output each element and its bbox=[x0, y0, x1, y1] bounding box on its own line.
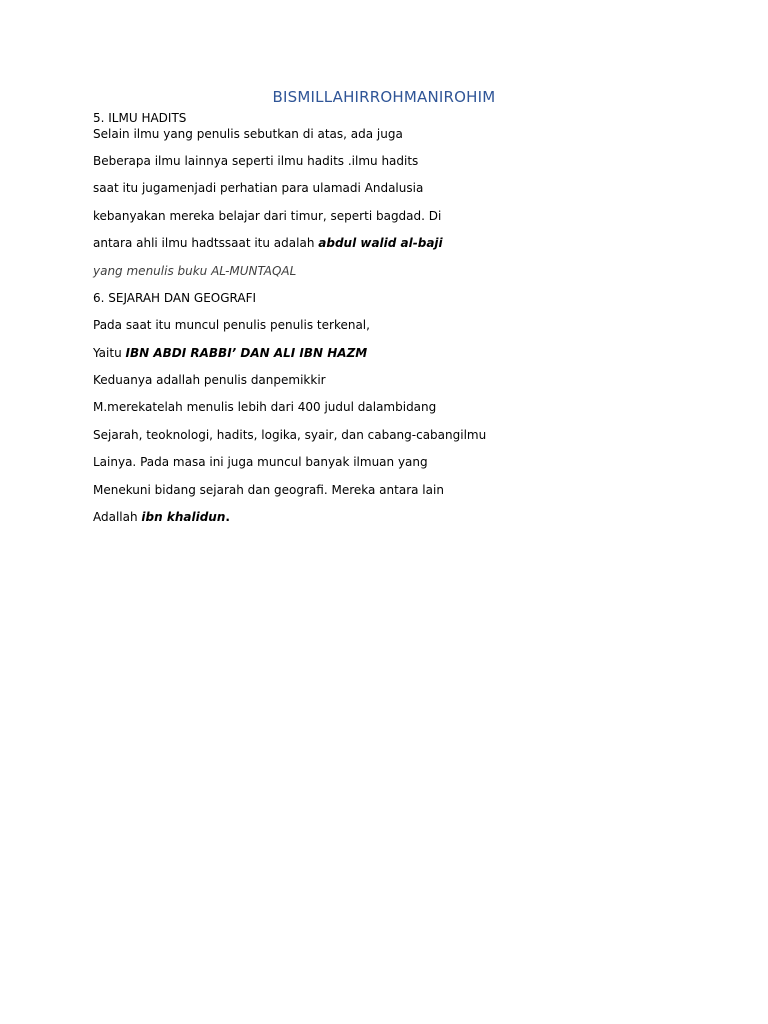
paragraph-line bbox=[93, 510, 230, 524]
line-text: Yaitu bbox=[93, 346, 126, 360]
paragraph-line: Lainya. Pada masa ini juga muncul banyak ilmuan yang bbox=[93, 455, 428, 469]
line-punctuation: . bbox=[225, 510, 230, 524]
line-text: antara ahli ilmu hadtssaat itu adalah bbox=[93, 236, 319, 250]
paragraph-line: Pada saat itu muncul penulis penulis terkenal, bbox=[93, 318, 370, 332]
emphasized-name: abdul walid al-baji bbox=[318, 236, 443, 250]
section-6-heading: 6. SEJARAH DAN GEOGRAFI bbox=[93, 291, 257, 305]
paragraph-line: Keduanya adallah penulis danpemikkir bbox=[93, 373, 326, 387]
paragraph-line: M.merekatelah menulis lebih dari 400 judul dalambidang bbox=[93, 400, 437, 414]
emphasized-name: ibn khalidun bbox=[141, 510, 226, 524]
paragraph-line: saat itu jugamenjadi perhatian para ulamadi Andalusia bbox=[93, 181, 424, 195]
paragraph-line: Menekuni bidang sejarah dan geografi. Mereka antara lain bbox=[93, 483, 444, 497]
document-title: BISMILLAHIRROHMANIROHIM bbox=[272, 88, 496, 106]
emphasized-name: IBN ABDI RABBI’ DAN ALI IBN HAZM bbox=[125, 346, 368, 360]
paragraph-line bbox=[93, 346, 367, 360]
paragraph-line: Selain ilmu yang penulis sebutkan di atas, ada juga bbox=[93, 127, 403, 141]
section-5-heading: 5. ILMU HADITS bbox=[93, 111, 187, 125]
paragraph-line: Beberapa ilmu lainnya seperti ilmu hadits .ilmu hadits bbox=[93, 154, 419, 168]
line-text: Adallah bbox=[93, 510, 142, 524]
paragraph-line bbox=[93, 236, 443, 250]
paragraph-line: kebanyakan mereka belajar dari timur, seperti bagdad. Di bbox=[93, 209, 442, 223]
paragraph-line-italic: yang menulis buku AL-MUNTAQAL bbox=[93, 264, 297, 278]
paragraph-line: Sejarah, teoknologi, hadits, logika, syair, dan cabang-cabangilmu bbox=[93, 428, 487, 442]
